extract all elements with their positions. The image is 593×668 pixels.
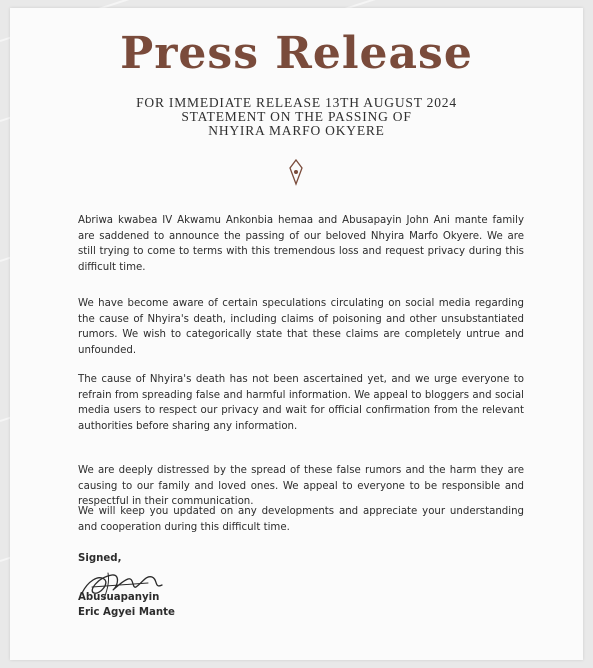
paragraph-speculations: We have become aware of certain speculations circulating on social media regarding the cause of Nhyira's death, including claims of poisoning and other unsubstantiated rumors. We wish to categorically state that these claims are completely untrue and unfounded. bbox=[78, 298, 524, 356]
paragraph-announcement: Abriwa kwabea IV Akwamu Ankonbia hemaa and Abusapayin John Ani mante family are saddened to announce the passing of our beloved Nhyira Marfo Okyere. We are still trying to come to terms with this tremendous loss and request privacy during this difficult time. bbox=[78, 215, 524, 273]
press-release-page bbox=[10, 8, 583, 660]
signatory-title: Abusuapanyin bbox=[78, 592, 160, 603]
signatory-name: Eric Agyei Mante bbox=[78, 607, 175, 618]
paragraph-cause-of-death: The cause of Nhyira's death has not been ascertained yet, and we urge everyone to refrain from spreading false and harmful information. We appeal to bloggers and social media users to respect our privacy and wait for official confirmation from the relevant authorities before sharing any information. bbox=[78, 374, 524, 432]
press-release-title: Press Release bbox=[120, 28, 473, 79]
statement-line: STATEMENT ON THE PASSING OF bbox=[181, 109, 412, 124]
release-date-line: FOR IMMEDIATE RELEASE 13TH AUGUST 2024 bbox=[136, 95, 457, 110]
paragraph-updates: We will keep you updated on any developments and appreciate your understanding and cooperation during this difficult time. bbox=[78, 506, 524, 533]
signed-label: Signed, bbox=[78, 553, 122, 564]
paragraph-distress: We are deeply distressed by the spread of these false rumors and the harm they are causing to our family and loved ones. We appeal to everyone to be responsible and respectful in their communication. bbox=[78, 465, 524, 508]
subject-name-line: NHYIRA MARFO OKYERE bbox=[208, 123, 385, 138]
decorative-divider bbox=[10, 154, 583, 190]
